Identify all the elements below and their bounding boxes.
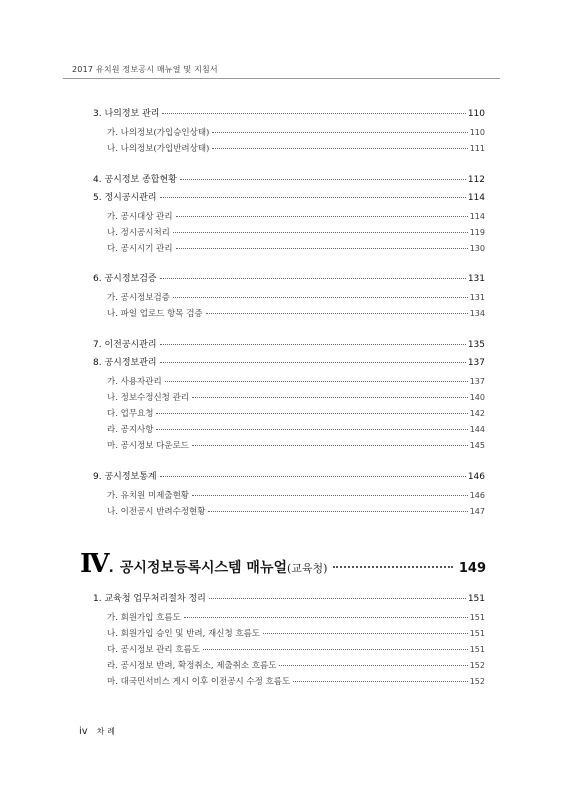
toc-label: 가. 나의정보(가입승인상태) bbox=[107, 128, 210, 138]
toc-entry-5a[interactable] bbox=[107, 210, 485, 222]
toc-entry-9[interactable] bbox=[93, 469, 485, 482]
toc-label: 가. 사용자관리 bbox=[107, 377, 162, 387]
toc-page: 151 bbox=[467, 594, 485, 604]
dot-leader bbox=[160, 344, 466, 345]
toc-page: 137 bbox=[469, 377, 485, 386]
toc-page: 142 bbox=[469, 409, 485, 418]
page-footer bbox=[79, 726, 118, 737]
toc-entry-iv-1c[interactable] bbox=[107, 643, 485, 655]
dot-leader bbox=[209, 598, 466, 599]
dot-leader bbox=[293, 681, 468, 682]
dot-leader bbox=[333, 566, 452, 568]
toc-page: 146 bbox=[467, 472, 485, 482]
dot-leader bbox=[212, 148, 467, 149]
toc-page: 140 bbox=[469, 393, 485, 402]
toc-label: 마. 공시정보 다운로드 bbox=[107, 441, 190, 451]
toc-entry-9b[interactable] bbox=[107, 505, 485, 517]
chapter-numeral-dot: . bbox=[108, 560, 114, 576]
toc-entry-6a[interactable] bbox=[107, 291, 485, 303]
toc-label: 나. 이전공시 반려수정현황 bbox=[107, 507, 206, 517]
toc-entry-iv-1a[interactable] bbox=[107, 611, 485, 623]
toc-page: 137 bbox=[467, 358, 485, 368]
toc-label: 8. 공시정보관리 bbox=[93, 358, 157, 368]
dot-leader bbox=[192, 445, 468, 446]
toc-page: 114 bbox=[467, 193, 485, 203]
toc-entry-5[interactable] bbox=[93, 190, 485, 203]
toc-page: 151 bbox=[469, 629, 485, 638]
dot-leader bbox=[208, 511, 467, 512]
toc-page: 144 bbox=[469, 425, 485, 434]
toc-page: 110 bbox=[467, 109, 485, 119]
toc-page: 147 bbox=[469, 507, 485, 516]
dot-leader bbox=[156, 429, 467, 430]
toc-label: 나. 정시공시처리 bbox=[107, 228, 170, 238]
toc-entry-3b[interactable] bbox=[107, 142, 485, 154]
dot-leader bbox=[162, 113, 465, 114]
toc-entry-iv-1b[interactable] bbox=[107, 627, 485, 639]
dot-leader bbox=[173, 297, 468, 298]
toc-page: 110 bbox=[469, 128, 485, 137]
toc-label: 4. 공시정보 종합현황 bbox=[93, 175, 177, 185]
toc-entry-5c[interactable] bbox=[107, 242, 485, 254]
toc-page: 146 bbox=[469, 491, 485, 500]
toc-entry-7[interactable] bbox=[93, 337, 485, 350]
toc-page: 151 bbox=[469, 613, 485, 622]
toc-label: 다. 공시정보 관리 흐름도 bbox=[107, 645, 200, 655]
toc-label: 가. 공시대상 관리 bbox=[107, 212, 173, 222]
toc-page: 111 bbox=[469, 144, 485, 153]
toc-entry-8b[interactable] bbox=[107, 391, 485, 403]
toc-label: 3. 나의정보 관리 bbox=[93, 109, 160, 119]
toc-entry-9a[interactable] bbox=[107, 489, 485, 501]
toc-entry-8a[interactable] bbox=[107, 375, 485, 387]
footer-page-number: iv bbox=[79, 726, 88, 737]
toc-label: 가. 유치원 미제출현황 bbox=[107, 491, 190, 501]
dot-leader bbox=[160, 476, 466, 477]
dot-leader bbox=[263, 633, 468, 634]
toc-label: 9. 공시정보통계 bbox=[93, 472, 157, 482]
toc-label: 나. 파일 업로드 항목 검증 bbox=[107, 309, 203, 319]
dot-leader bbox=[206, 313, 468, 314]
toc-entry-8d[interactable] bbox=[107, 423, 485, 435]
toc-page: 152 bbox=[469, 661, 485, 670]
dot-leader bbox=[160, 362, 466, 363]
toc-label: 다. 업무요청 bbox=[107, 409, 154, 419]
dot-leader bbox=[212, 132, 467, 133]
toc-entry-iv-1e[interactable] bbox=[107, 675, 485, 687]
toc-entry-8c[interactable] bbox=[107, 407, 485, 419]
toc-entry-iv-1[interactable] bbox=[93, 591, 485, 604]
toc-label: 7. 이전공시관리 bbox=[93, 340, 157, 350]
dot-leader bbox=[160, 278, 466, 279]
toc-label: 나. 정보수정신청 관리 bbox=[107, 393, 190, 403]
toc-page: 151 bbox=[469, 645, 485, 654]
toc-page: 152 bbox=[469, 677, 485, 686]
toc-entry-8[interactable] bbox=[93, 355, 485, 368]
toc-label: 라. 공시정보 반려, 확정취소, 제출취소 흐름도 bbox=[107, 661, 277, 671]
toc-label: 마. 대국민서비스 게시 이후 이전공시 수정 흐름도 bbox=[107, 677, 291, 687]
toc-page: 134 bbox=[469, 309, 485, 318]
toc-page: 130 bbox=[469, 244, 485, 253]
chapter-numeral: Ⅳ bbox=[80, 549, 109, 579]
chapter-subtitle: (교육청) bbox=[287, 562, 328, 575]
dot-leader bbox=[173, 232, 468, 233]
toc-entry-3[interactable] bbox=[93, 106, 485, 119]
toc-label: 다. 공시시기 관리 bbox=[107, 244, 173, 254]
chapter-page: 149 bbox=[458, 561, 486, 576]
toc-page: 135 bbox=[467, 340, 485, 350]
dot-leader bbox=[176, 248, 468, 249]
footer-label: 차례 bbox=[96, 727, 119, 736]
toc-entry-6b[interactable] bbox=[107, 307, 485, 319]
toc-label: 가. 회원가입 흐름도 bbox=[107, 613, 181, 623]
dot-leader bbox=[176, 216, 468, 217]
toc-label: 나. 나의정보(가입반려상태) bbox=[107, 144, 210, 154]
toc-page: 114 bbox=[469, 212, 485, 221]
toc-page: 119 bbox=[469, 228, 485, 237]
toc-label: 1. 교육청 업무처리절차 정리 bbox=[93, 594, 206, 604]
toc-entry-3a[interactable] bbox=[107, 126, 485, 138]
toc-entry-4[interactable] bbox=[93, 172, 485, 185]
dot-leader bbox=[192, 397, 468, 398]
toc-label: 나. 회원가입 승인 및 반려, 재신청 흐름도 bbox=[107, 629, 260, 639]
dot-leader bbox=[165, 381, 468, 382]
toc-label: 가. 공시정보검증 bbox=[107, 293, 170, 303]
running-header: 2017 유치원 정보공시 매뉴얼 및 지침서 bbox=[72, 65, 218, 74]
chapter-title: 공시정보등록시스템 매뉴얼 bbox=[119, 560, 288, 576]
dot-leader bbox=[156, 413, 467, 414]
toc-page: 131 bbox=[469, 293, 485, 302]
toc-label: 6. 공시정보검증 bbox=[93, 274, 157, 284]
dot-leader bbox=[192, 495, 468, 496]
dot-leader bbox=[180, 179, 466, 180]
toc-page: 131 bbox=[467, 274, 485, 284]
chapter-4-heading[interactable] bbox=[80, 549, 486, 579]
toc-label: 5. 정시공시관리 bbox=[93, 193, 157, 203]
toc-label: 라. 공지사항 bbox=[107, 425, 154, 435]
dot-leader bbox=[160, 197, 466, 198]
toc-page: 112 bbox=[467, 175, 485, 185]
dot-leader bbox=[203, 649, 468, 650]
dot-leader bbox=[279, 665, 467, 666]
dot-leader bbox=[184, 617, 468, 618]
toc-entry-5b[interactable] bbox=[107, 226, 485, 238]
toc-entry-iv-1d[interactable] bbox=[107, 659, 485, 671]
toc-entry-8e[interactable] bbox=[107, 439, 485, 451]
toc-entry-6[interactable] bbox=[93, 271, 485, 284]
toc-page: 145 bbox=[469, 441, 485, 450]
